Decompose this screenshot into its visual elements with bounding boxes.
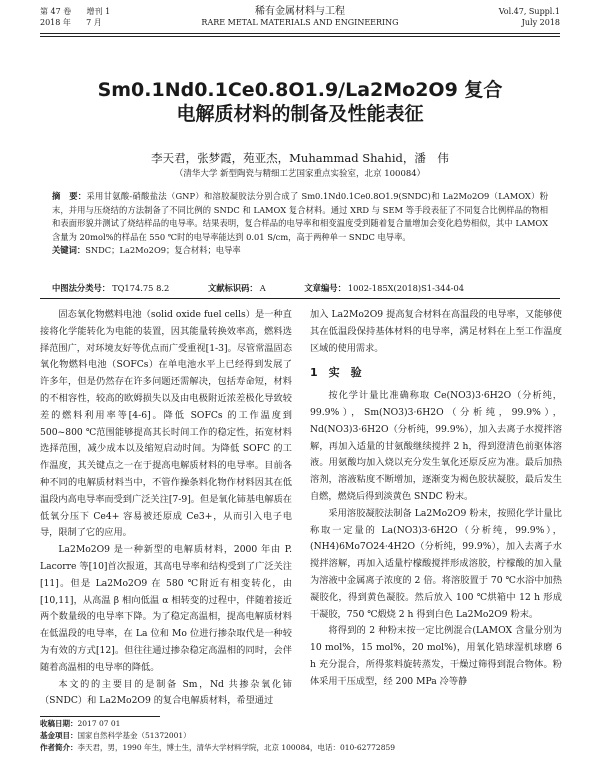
author-bio-label: 作者简介： — [40, 743, 78, 752]
journal-name-cn: 稀有金属材料与工程 — [255, 6, 345, 17]
header-vol-en: Vol.47, Suppl.1 — [498, 7, 560, 16]
body-paragraph-continued: 加入 La2Mo2O9 提高复合材料在高温段的电导率，又能够使其在低温段保持基体材料的电导率，满足材料在上至工作温度区域的使用需求。 — [310, 309, 562, 354]
footnote-fund — [40, 730, 560, 742]
footnote-rule — [40, 716, 160, 717]
header-suppl: 增刊 1 — [86, 7, 111, 16]
header-rule-thick — [40, 33, 560, 34]
footnote-author — [40, 742, 560, 754]
footnote-received — [40, 718, 560, 730]
running-header — [40, 6, 560, 32]
abstract-text: 采用甘氨酸-硝酸盐法（GNP）和溶胶凝胶法分别合成了 Sm0.1Nd0.1Ce0.8O1.9(SNDC)和 La2Mo2O9（LAMOX）粉末，并用与压烧结的方法制备了不同比例的 SNDC 和 LAMOX 复合材料。通过 XRD 与 SEM 等手段表征了不同复合比例样品的物相和表面形貌并测试了烧结样品的电导率。结果表明，复合样品的电导率和相变温度受到随着复合量增加会变化趋势相似，其中 LAMOX 含量为 20mol%的样品在 550 ℃时的电导率能达到 0.01 S/cm，高于两种单一 SNDC 电导率。 — [52, 191, 548, 242]
body-column-right — [310, 307, 562, 691]
author-list: 李天君，张梦霞，苑亚杰，Muhammad Shahid，潘 伟 — [151, 151, 449, 165]
meta-rule — [40, 298, 560, 299]
fund-text: 国家自然科学基金（51372001） — [77, 731, 191, 740]
doc-code-label: 文献标识码： — [207, 283, 258, 293]
body-paragraph: 采用溶胶凝胶法制备 La2Mo2O9 粉末，按照化学计量比称取一定量的 La(NO3)3·6H2O（分析纯，99.9%），(NH4)6Mo7O24·4H2O（分析纯，99.9%），加入去离子水搅拌溶解，再加入适量柠檬酸搅拌形成溶胶，柠檬酸的加入量为溶液中金属离子浓度的 2 倍。将溶胶置于 70 ℃水浴中加热凝胶化，得到黄色凝胶。然后放入 100 ℃烘箱中 12 h 形成干凝胶，750 ℃煅烧 2 h 得到白色 La2Mo2O9 粉末。 — [310, 507, 562, 620]
header-month: 7 月 — [86, 18, 102, 27]
title-line-1: Sm0.1Nd0.1Ce0.8O1.9/La2Mo2O9 复合 — [97, 79, 503, 101]
fund-label: 基金项目： — [40, 731, 78, 740]
header-date-en: July 2018 — [521, 18, 560, 27]
body-paragraph: 将得到的 2 种粉末按一定比例混合(LAMOX 含量分别为 10 mol%，15 mol%，20 mol%)，用氧化锆球湿机球磨 6 h 充分混合，所得浆料旋转蒸发，干燥过筛得到混合物体。粉体采用干压成型，经 200 MPa 冷等静 — [310, 625, 562, 687]
body-paragraph: La2Mo2O9 是一种新型的电解质材料，2000 年由 P. Lacorre 等[10]首次报道，其高电导率和结构受到了广泛关注[11]。但是 La2Mo2O9 在 580 ℃附近有相变转化，由[10,11]，从高温 β 相向低温 α 相转变的过程中，伴随着接近两个数量级的电导率下降。为了稳定高温相，提高电解质材料在低温段的电导率，在 La 位和 Mo 位进行掺杂取代是一种较为有效的方式[12]。但往往通过掺杂稳定高温相的同时，会伴随着高温相的电导率的降低。 — [40, 544, 292, 673]
clc-item — [52, 283, 169, 293]
classification-meta — [52, 282, 548, 294]
header-vol: 第 47 卷 — [40, 7, 72, 16]
author-bio-text: 李天君，男，1990 年生，博士生，清华大学材料学院，北京 100084，电话：010-62772859 — [77, 743, 396, 752]
header-rule-thin — [40, 36, 560, 37]
received-date: 2017 07 01 — [77, 719, 121, 728]
keywords-text: SNDC；La2Mo2O9；复合材料；电导率 — [85, 245, 241, 256]
footnote — [40, 718, 560, 754]
body-column-left — [40, 307, 292, 710]
keywords-label: 关键词： — [52, 245, 86, 256]
article-no-item — [304, 283, 464, 293]
received-label: 收稿日期： — [40, 719, 78, 728]
doc-code-item — [208, 283, 266, 293]
abstract-label: 摘 要： — [52, 191, 87, 201]
clc-value: TQ174.75 8.2 — [112, 283, 170, 293]
clc-label: 中图法分类号： — [52, 283, 111, 293]
header-journal — [40, 6, 560, 28]
section-heading-experiment: 1 实 验 — [310, 366, 362, 380]
body-paragraph: 本文的的主要目的是制备 Sm，Nd 共掺杂氧化铈（SNDC）和 La2Mo2O9 的复合电解质材料，希望通过 — [40, 678, 292, 707]
article-no-label: 文章编号： — [304, 283, 346, 293]
doc-code-value: A — [259, 283, 266, 293]
header-issue-en — [499, 6, 560, 28]
article-no-value: 1002-185X(2018)S1-344-04 — [347, 283, 465, 293]
journal-name-en: RARE METAL MATERIALS AND ENGINEERING — [201, 18, 399, 27]
affiliation: （清华大学 新型陶瓷与精细工艺国家重点实验室，北京 100084） — [174, 169, 426, 179]
header-year: 2018 年 — [40, 18, 71, 27]
paper-title — [40, 78, 560, 126]
body-paragraph: 固态氧化物燃料电池（solid oxide fuel cells）是一种直接将化学能转化为电能的装置，因其能量转换效率高，燃料选择范围广，对环境友好等优点而广受重视[1-3]。尽管常温固态氧化物燃料电池（SOFCs）在单电池水平上已经得到发展了许多年，但是仍然存在许多问题还需解决，包括寿命短，材料的不相容性，较高的欧姆损失以及由电极附近浓差极化导致较差的燃料利用率等[4-6]。降低 SOFCs 的工作温度到 500~800 ℃范围能够提高其长时间工作的稳定性，拓宽材料选择范围，减少成本以及缩短启动时间。为降低 SOFC 的工作温度，其关键点之一在于提高电解质材料的电导率。目前各种不同的电解质材料当中，不管作操条料化物作材料因其在低温段内高电导率而受到广泛关注[7-9]。但是氧化铈基电解质在低氧分压下 Ce4+ 容易被还原成 Ce3+，从而引入电子电导，限制了它的应用。 — [40, 309, 292, 539]
title-line-2: 电解质材料的制备及性能表征 — [176, 103, 424, 125]
abstract-block — [52, 190, 548, 258]
body-paragraph: 按化学计量比准确称取 Ce(NO3)3·6H2O（分析纯，99.9%），Sm(NO3)3·6H2O（分析纯，99.9%），Nd(NO3)3·6H2O（分析纯，99.9%），加入去离子水搅拌溶解，再加入适量的甘氨酸继续搅拌 2 h，得到澄清色前驱体溶液。用氨酸均加入烧以充分发生氧化还原反应为准。最后加热溶剂，溶液粘度不断增加，逐渐变为褐色胶状凝胶，最后发生自燃，燃烧后得到淡黄色 SNDC 粉末。 — [310, 390, 562, 502]
